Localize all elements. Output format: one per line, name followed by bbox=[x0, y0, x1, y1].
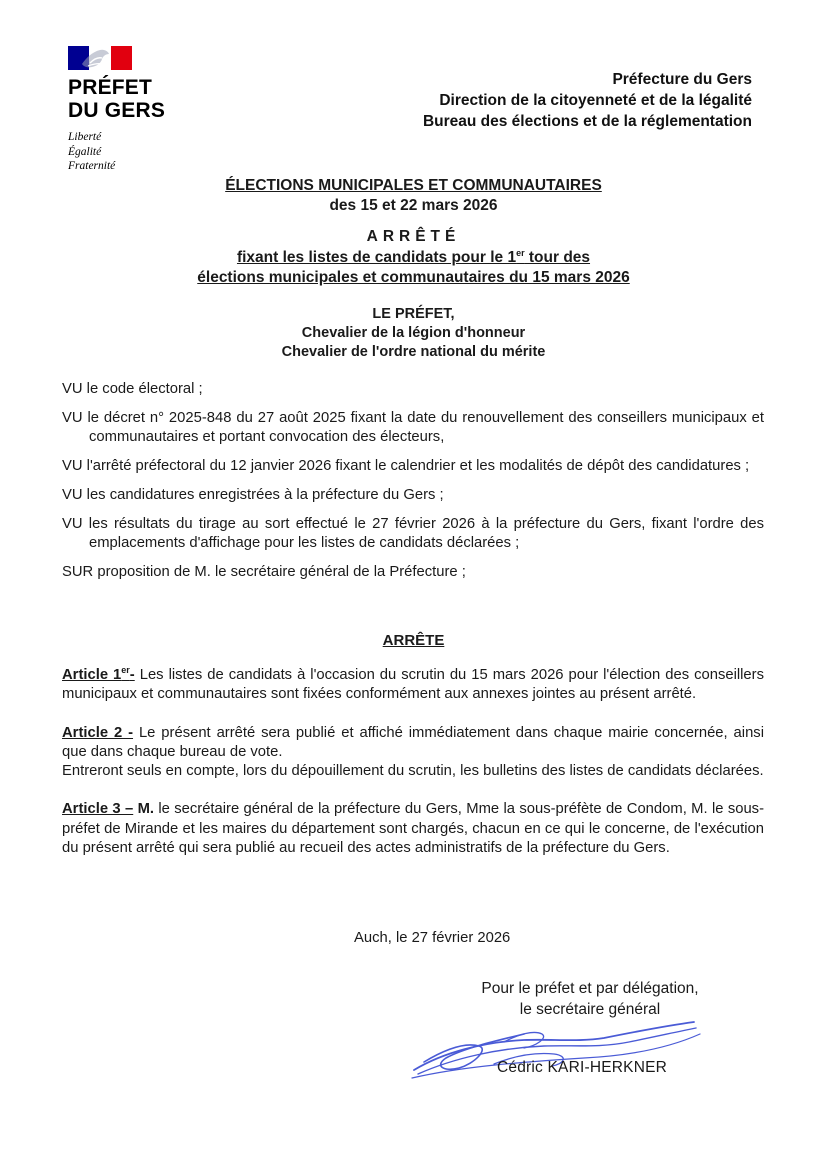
article-2-text: Le présent arrêté sera publié et affiché immédiatement dans chaque mairie concernée, ainsi que dans chaque bureau de vote. bbox=[62, 724, 764, 760]
article-3 bbox=[62, 800, 764, 858]
authority-bureau: Bureau des élections et de la réglementation bbox=[422, 113, 752, 130]
prefet-line2: Chevalier de la légion d'honneur bbox=[301, 325, 526, 341]
article-3-text: le secrétaire général de la préfecture du Gers, Mme la sous-préfète de Condom, M. le sous-préfet de Mirande et les maires du département sont chargés, chacun en ce qui le concerne, de l'exécution du présent arrêté qui sera publié au recueil des actes administratifs de la préfecture du Gers. bbox=[62, 801, 764, 857]
handwritten-signature-icon bbox=[404, 1012, 704, 1092]
elections-dates: des 15 et 22 mars 2026 bbox=[329, 197, 498, 214]
article-2-label: Article 2 - bbox=[62, 724, 134, 741]
motto-fraternite: Fraternité bbox=[68, 160, 116, 172]
signature-line1: Pour le préfet et par délégation, bbox=[481, 980, 699, 997]
authority-prefecture: Préfecture du Gers bbox=[612, 71, 752, 88]
prefet-title-line1: PRÉFET bbox=[68, 76, 153, 99]
article-1-label: Article 1er- bbox=[62, 665, 135, 683]
considerant-item: VU le code électoral ; bbox=[62, 381, 203, 397]
prefet-titles bbox=[60, 305, 767, 362]
arrete-subtitle bbox=[60, 248, 767, 288]
arrete-title: ARRÊTÉ bbox=[366, 228, 461, 245]
authority-direction: Direction de la citoyenneté et de la légalité bbox=[439, 92, 752, 109]
elections-heading bbox=[60, 176, 767, 216]
considerants-list bbox=[62, 380, 764, 592]
elections-title: ÉLECTIONS MUNICIPALES ET COMMUNAUTAIRES bbox=[225, 177, 602, 194]
prefet-logo bbox=[68, 46, 208, 174]
motto-egalite: Égalité bbox=[68, 145, 102, 158]
article-3-m: M. bbox=[133, 801, 155, 818]
marianne-flag-icon bbox=[68, 46, 132, 70]
article-2 bbox=[62, 724, 764, 782]
subtitle-part2: tour des bbox=[524, 249, 591, 266]
signer-name: Cédric KARI-HERKNER bbox=[497, 1059, 668, 1076]
article-3-label: Article 3 – bbox=[62, 801, 134, 818]
considerant-item: VU l'arrêté préfectoral du 12 janvier 2026 fixant le calendrier et les modalités de dépôt des candidatures ; bbox=[62, 458, 750, 474]
subtitle-sup: er bbox=[516, 248, 525, 258]
issuing-authority bbox=[423, 69, 752, 132]
subtitle-line2: élections municipales et communautaires du 15 mars 2026 bbox=[197, 269, 630, 286]
considerant-item: SUR proposition de M. le secrétaire général de la Préfecture ; bbox=[62, 564, 466, 580]
considerant-item: VU le décret n° 2025-848 du 27 août 2025 fixant la date du renouvellement des conseillers municipaux et communautaires et portant convocation des électeurs, bbox=[62, 410, 764, 445]
motto-liberte: Liberté bbox=[68, 131, 102, 143]
articles bbox=[62, 666, 764, 877]
republic-motto bbox=[68, 130, 208, 174]
prefet-line3: Chevalier de l'ordre national du mérite bbox=[281, 344, 546, 360]
considerant-item: VU les résultats du tirage au sort effectué le 27 février 2026 à la préfecture du Gers, fixant l'ordre des emplacements d'affichage pour les listes de candidats déclarées ; bbox=[62, 516, 764, 551]
subtitle-part1: fixant les listes de candidats pour le 1 bbox=[236, 249, 517, 266]
prefet-line1: LE PRÉFET, bbox=[372, 306, 455, 322]
article-1-text: Les listes de candidats à l'occasion du scrutin du 15 mars 2026 pour l'élection des conseillers municipaux et communautaires sont fixées conformément aux annexes jointes au présent arrêté. bbox=[62, 667, 764, 703]
article-1 bbox=[62, 666, 764, 705]
signature-line2: le secrétaire général bbox=[519, 1001, 661, 1018]
arrete-heading: ARRÊTE bbox=[382, 632, 445, 649]
date-line: Auch, le 27 février 2026 bbox=[354, 930, 511, 946]
considerant-item: VU les candidatures enregistrées à la préfecture du Gers ; bbox=[62, 487, 444, 503]
article-2-text2: Entreront seuls en compte, lors du dépouillement du scrutin, les bulletins des listes de candidats déclarées. bbox=[62, 763, 764, 780]
prefet-title-line2: DU GERS bbox=[68, 99, 166, 122]
